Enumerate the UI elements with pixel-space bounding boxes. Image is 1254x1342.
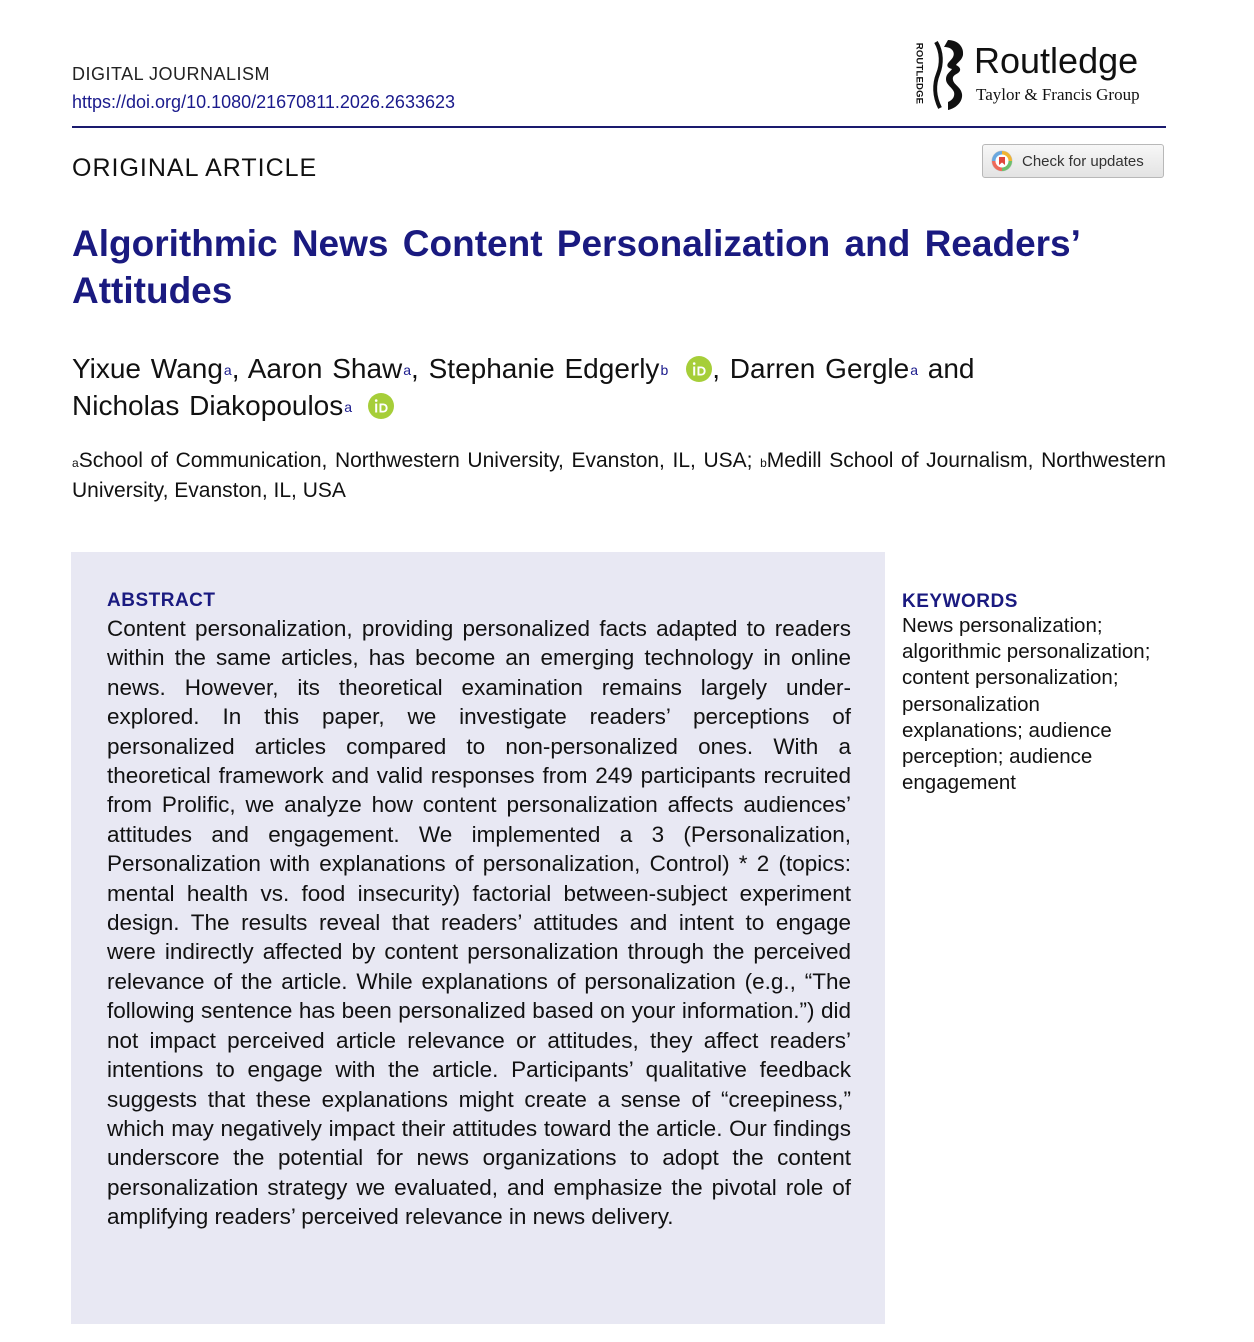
header-divider [72, 126, 1166, 128]
orcid-icon[interactable] [686, 356, 712, 382]
author-separator: , [712, 353, 730, 384]
journal-name: DIGITAL JOURNALISM [72, 64, 271, 84]
author-separator: , [411, 353, 429, 384]
affiliation-mark: b [760, 456, 767, 470]
affiliations [72, 446, 1166, 506]
check-for-updates-button[interactable] [982, 144, 1164, 178]
check-updates-icon [991, 150, 1013, 172]
article-title [72, 220, 1166, 314]
author-separator: , [231, 353, 248, 384]
routledge-head-icon [928, 38, 970, 112]
publisher-name: Routledge [974, 40, 1139, 81]
author-name[interactable]: Darren Gergle [729, 353, 910, 384]
doi-link[interactable]: https://doi.org/10.1080/21670811.2026.2633623 [72, 92, 456, 112]
article-title-line-1: Algorithmic News Content Personalization and Readers’ [72, 223, 1081, 264]
author-list [72, 350, 1166, 424]
affiliation-marker[interactable]: a [223, 362, 232, 378]
affiliation-marker[interactable]: a [344, 399, 353, 415]
author-name[interactable]: Nicholas Diakopoulos [72, 390, 344, 421]
author-name[interactable]: Yixue Wang [72, 353, 223, 384]
affiliation-b: Medill School of Journalism, Northwestern University, Evanston, IL, USA [72, 449, 1166, 502]
author-name[interactable]: Stephanie Edgerly [428, 353, 660, 384]
author-name[interactable]: Aaron Shaw [247, 353, 403, 384]
affiliation-marker[interactable]: a [910, 362, 918, 378]
affiliation-a: School of Communication, Northwestern University, Evanston, IL, USA; [78, 449, 753, 472]
keywords-text: News personalization; algorithmic personalization; content personalization; personalization explanations; audience perception; audience engagement [902, 614, 1151, 795]
affiliation-mark: a [72, 456, 79, 470]
publisher-group: Taylor & Francis Group [976, 85, 1140, 104]
publisher-vertical-text: ROUTLEDGE [913, 42, 925, 105]
abstract-heading: ABSTRACT [107, 590, 216, 611]
article-title-line-2: Attitudes [72, 270, 233, 311]
affiliation-marker[interactable]: a [403, 362, 412, 378]
affiliation-marker[interactable]: b [660, 362, 669, 378]
publisher-logo [912, 38, 1172, 112]
publisher-vertical-wordmark [912, 42, 926, 108]
author-separator: and [918, 353, 975, 384]
check-updates-label: Check for updates [1022, 152, 1144, 170]
keywords-heading: KEYWORDS [902, 591, 1018, 612]
article-type: ORIGINAL ARTICLE [72, 154, 318, 182]
abstract-text: Content personalization, providing personalized facts adapted to readers within the same articles, has become an emerging technology in online news. However, its theoretical examination remains largely under-explored. In this paper, we investigate readers’ perceptions of personalized articles compared to non-personalized ones. With a theoretical framework and valid responses from 249 participants recruited from Prolific, we analyze how content personalization affects audiences’ attitudes and engagement. We implemented a 3 (Personalization, Personalization with explanations of personalization, Control) * 2 (topics: mental health vs. food insecurity) factorial between-subject experiment design. The results reveal that readers’ attitudes and intent to engage were indirectly affected by content personalization through the perceived relevance of the article. While explanations of personalization (e.g., “The following sentence has been personalized based on your information.”) did not impact perceived article relevance or attitudes, they affect readers’ intentions to engage with the article. Participants’ qualitative feedback suggests that these explanations might create a sense of “creepiness,” which may negatively impact their attitudes toward the article. Our findings underscore the potential for news organizations to adopt the content personalization strategy we evaluated, and emphasize the pivotal role of amplifying readers’ perceived relevance in news delivery. [107, 616, 851, 1230]
orcid-icon[interactable] [368, 393, 394, 419]
